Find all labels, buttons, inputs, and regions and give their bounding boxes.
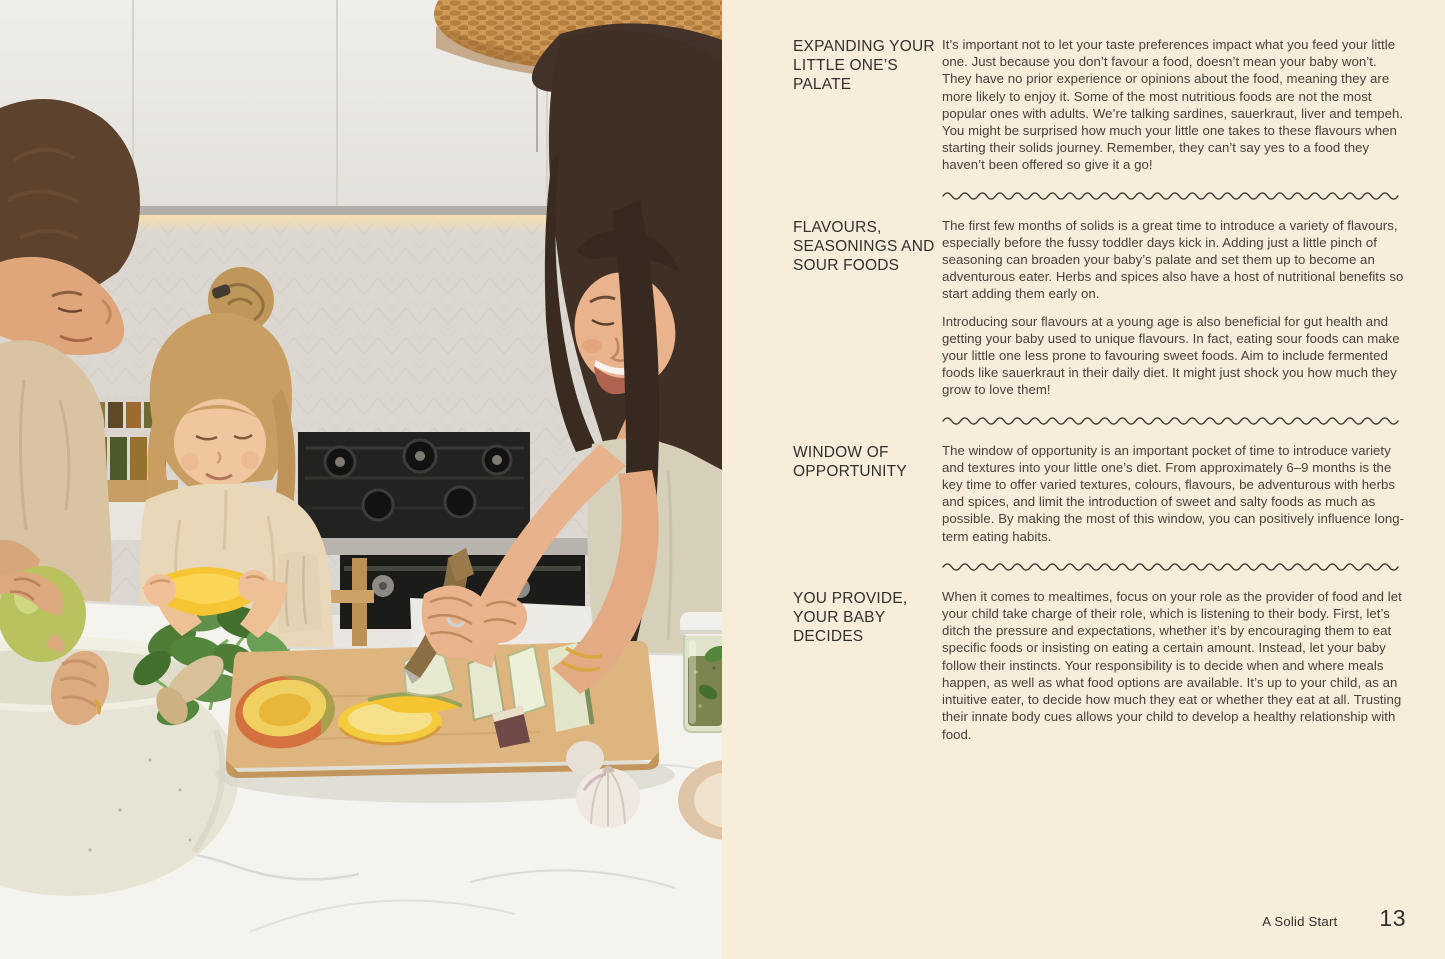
section-paragraph: The window of opportunity is an important pocket of time to introduce variety and textures into your little one’s diet. From approximately 6–9 months is the key time to offer varied textures, colours, flavours, be adventurous with herbs and spices, and limit the introduction of sweet and salty foods as much as possible. By making the most of this window, you can positively influence long-term eating habits. (942, 442, 1405, 544)
section-body (942, 442, 1406, 555)
wavy-divider (793, 562, 1406, 572)
kitchen-family-photo (0, 0, 722, 959)
wave-line-icon (942, 191, 1406, 201)
wave-line-icon (942, 416, 1406, 426)
kitchen-photo-illustration (0, 0, 722, 959)
text-page (722, 0, 1445, 959)
section-window-of-opportunity (793, 442, 1406, 555)
section-paragraph: When it comes to mealtimes, focus on your role as the provider of food and let your child take charge of their role, which is listening to their body. First, let’s ditch the pressure and expectations, whether it’s by encouraging them to eat specific foods or insisting on eating a certain amount. Instead, let your baby follow their instincts. Your responsibility is to decide when and where meals happen, as well as what food options are available. It’s up to your child, as an intuitive eater, to decide how much they eat or whether they eat at all. Trusting their innate body cues allows your child to develop a healthy relationship with food. (942, 588, 1402, 742)
section-flavours-seasonings (793, 217, 1406, 409)
section-heading: EXPANDING YOUR LITTLE ONE’S PALATE (793, 38, 935, 93)
section-heading: YOU PROVIDE, YOUR BABY DECIDES (793, 589, 908, 645)
spice-jar (680, 612, 722, 732)
section-body (942, 36, 1406, 184)
section-paragraph: The first few months of solids is a great time to introduce a variety of flavours, especially before the fussy toddler days kick in. Adding just a little pinch of seasoning can broaden your baby’s palate and set them up to become an adventurous eater. Herbs and spices also have a host of nutritional benefits so start adding them early on. (942, 217, 1404, 302)
section-body (942, 588, 1406, 753)
wavy-divider (793, 191, 1406, 201)
section-paragraph: Introducing sour flavours at a young age is also beneficial for gut health and getting your baby used to unique flavours. In fact, eating sour foods can make your little one less prone to favouring sweet foods. Aim to include fermented foods like sauerkraut in their daily diet. It might just shock you how much they grow to love them! (942, 313, 1400, 398)
section-paragraph: It’s important not to let your taste preferences impact what you feed your little one. Just because you don’t favour a food, doesn’t mean your baby won’t. They have no prior experience or opinions about the food, meaning they are more likely to enjoy it. Some of the most nutritious foods are not the most popular ones with adults. We’re talking sardines, sauerkraut, liver and tempeh. You might be surprised how much your little one takes to these flavours when starting their solids journey. Remember, they can’t say yes to a food they haven’t been offered so give it a go! (942, 37, 1404, 173)
page-number: 13 (1379, 905, 1406, 931)
section-heading: FLAVOURS, SEASONINGS AND SOUR FOODS (793, 218, 935, 274)
section-you-provide (793, 588, 1406, 753)
page-content (722, 0, 1445, 753)
section-heading: WINDOW OF OPPORTUNITY (793, 443, 907, 480)
wavy-divider (793, 416, 1406, 426)
wave-line-icon (942, 562, 1406, 572)
section-expanding-palate (793, 36, 1406, 184)
section-body (942, 217, 1406, 409)
running-footer-title: A Solid Start (1262, 914, 1338, 929)
page-footer (1262, 905, 1406, 932)
